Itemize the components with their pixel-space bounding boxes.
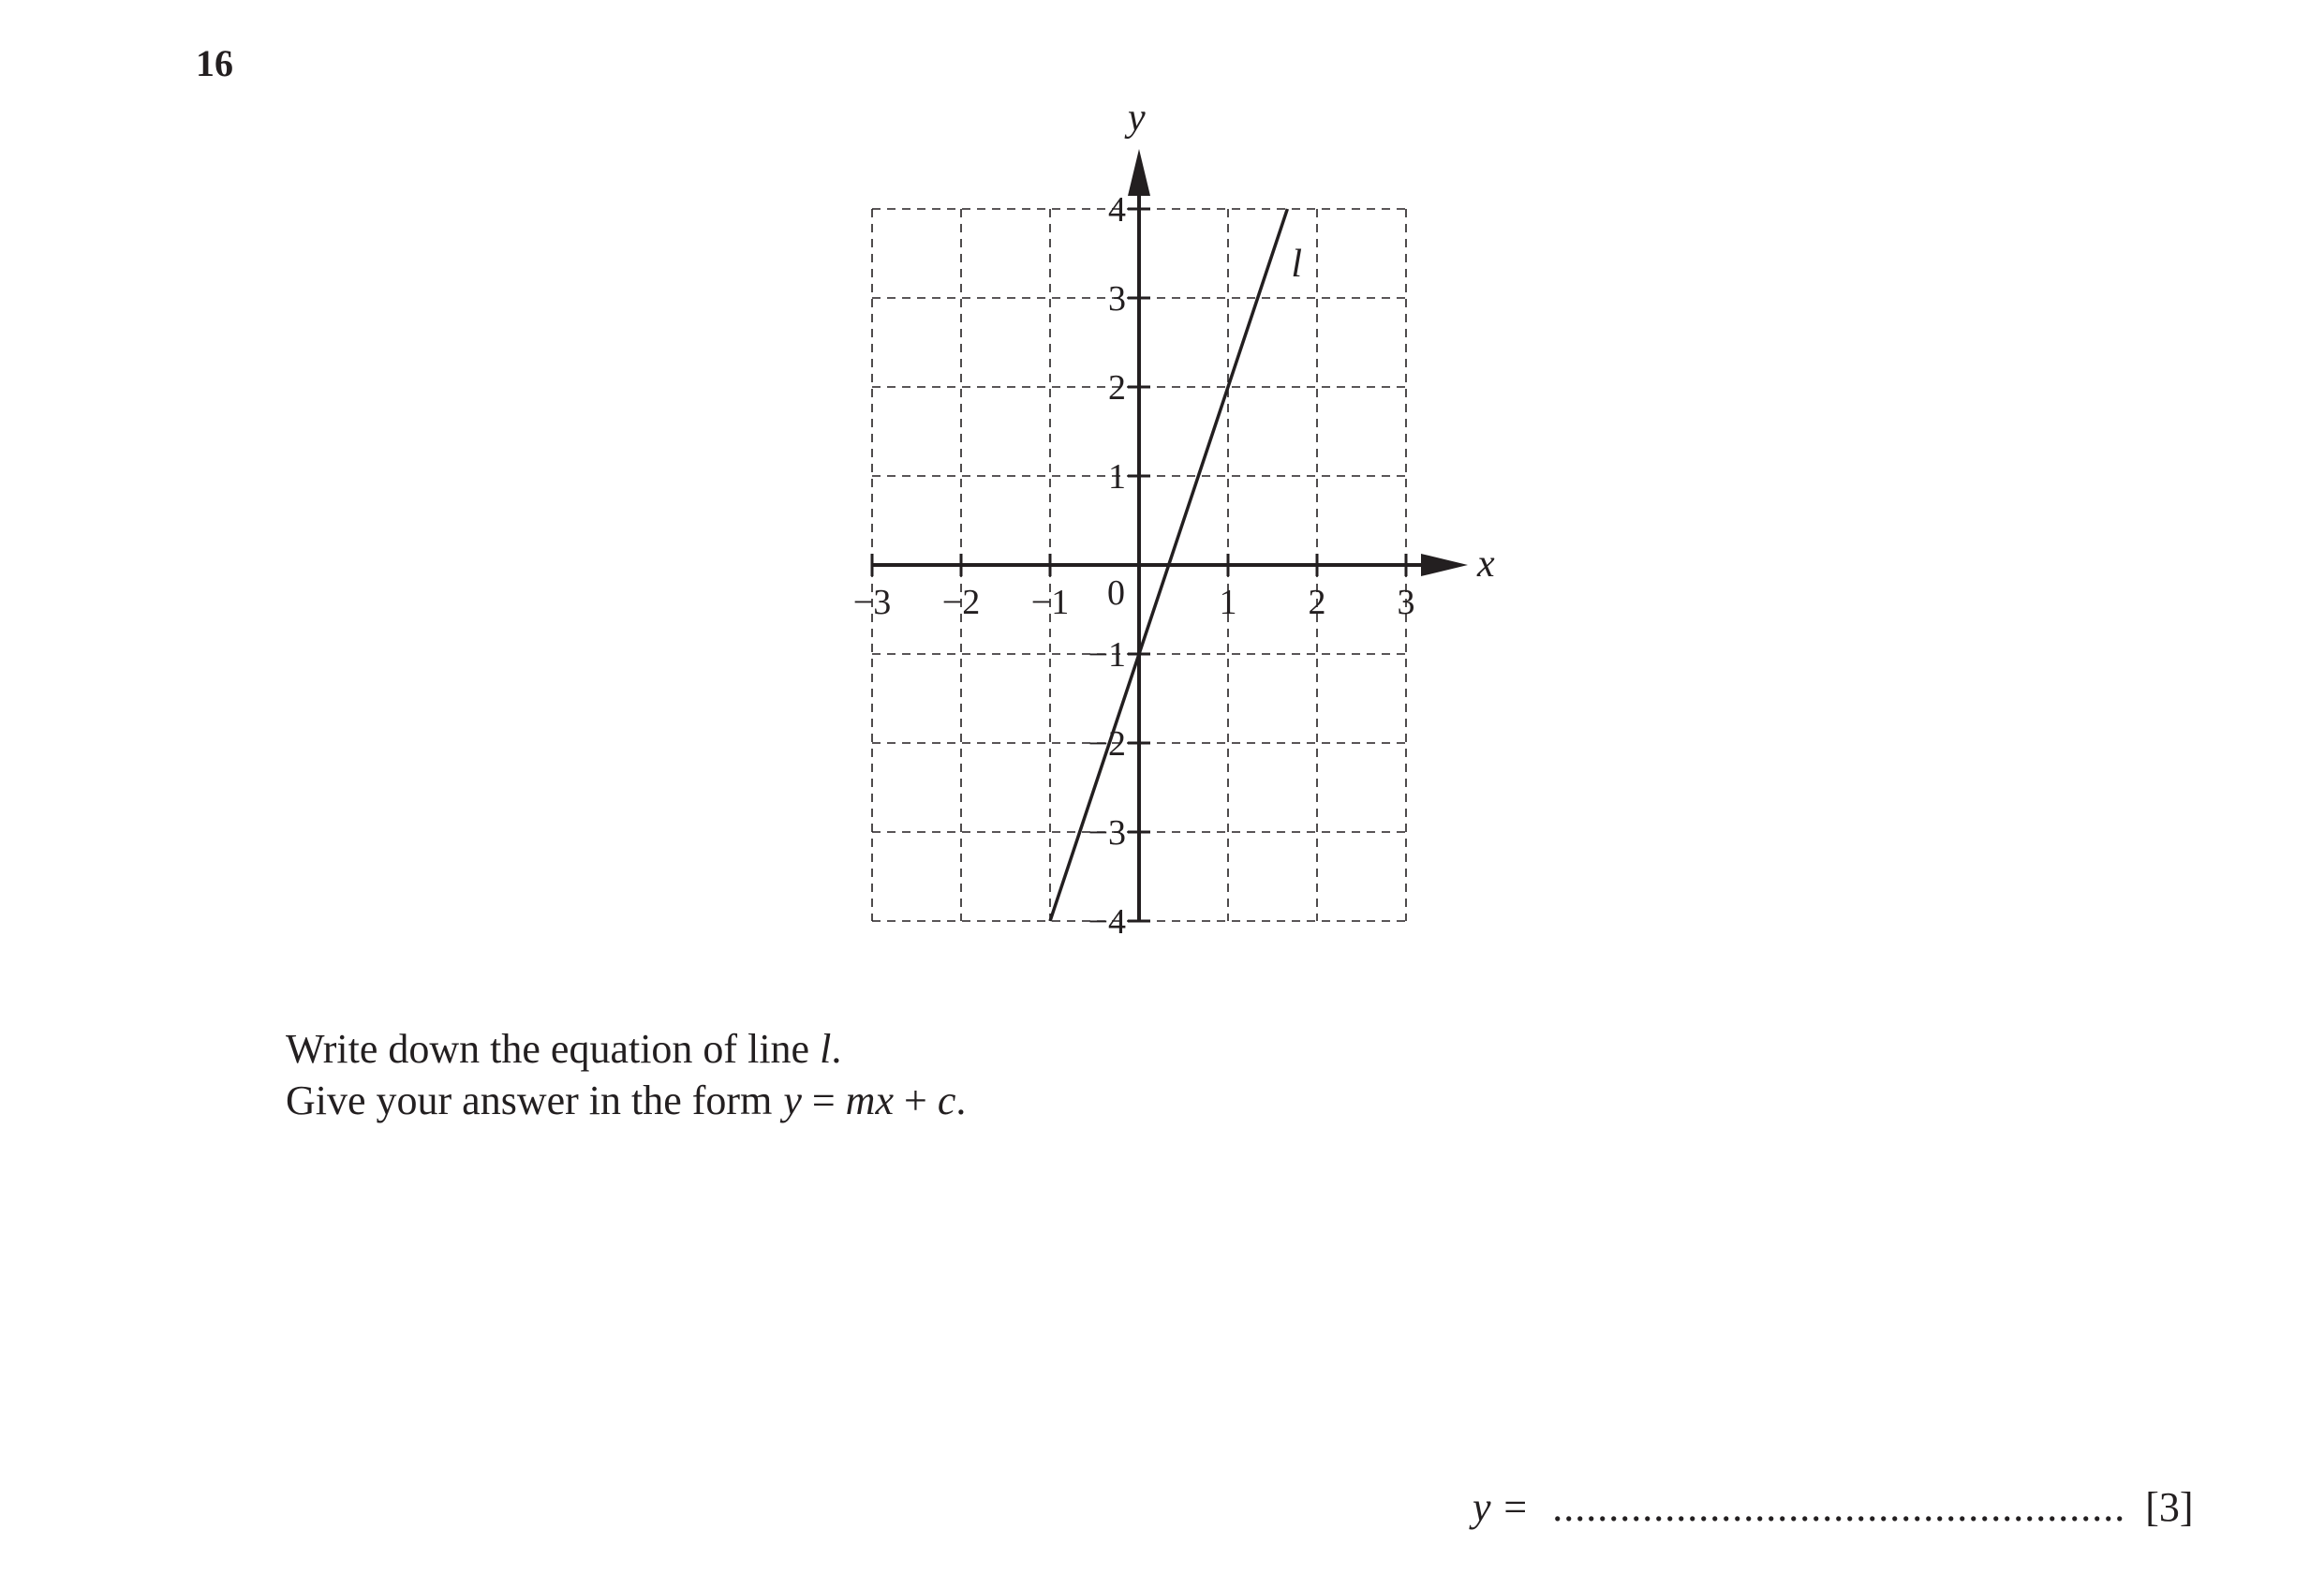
y-tick-label: 1: [1108, 457, 1126, 497]
origin-label: 0: [1107, 573, 1125, 613]
formula-plus: +: [893, 1077, 938, 1123]
formula-mx: mx: [845, 1077, 894, 1123]
axes: [872, 97, 1495, 921]
instruction-1-end: .: [831, 1026, 842, 1072]
y-tick-label: 4: [1108, 190, 1126, 230]
marks-badge: [3]: [2145, 1484, 2194, 1530]
y-tick-label: 3: [1108, 279, 1126, 319]
y-tick-label: −2: [1088, 724, 1126, 764]
instruction-1-text: Write down the equation of line: [286, 1026, 821, 1072]
formula-y: y: [783, 1077, 802, 1123]
formula-period: .: [955, 1077, 967, 1123]
instruction-2-text: Give your answer in the form: [286, 1077, 773, 1123]
question-text: [286, 1023, 966, 1126]
x-axis-label: x: [1477, 542, 1495, 586]
y-axis-label: y: [1128, 97, 1146, 140]
formula-equals: =: [801, 1077, 846, 1123]
form-formula: [783, 1077, 966, 1123]
formula-c: c: [937, 1077, 956, 1123]
x-tick-label: 2: [1308, 583, 1326, 622]
y-tick-label: −1: [1088, 635, 1126, 675]
x-tick-label: −3: [852, 583, 892, 622]
x-tick-label: −1: [1030, 583, 1070, 622]
y-tick-label: 2: [1108, 368, 1126, 408]
answer-field[interactable]: ...................................................: [1552, 1484, 2126, 1530]
answer-line: [1473, 1484, 2194, 1530]
y-tick-label: −4: [1088, 902, 1126, 942]
line-l-label: l: [1291, 243, 1303, 286]
x-axis-arrowhead: [1421, 554, 1468, 576]
x-tick-label: 3: [1397, 583, 1415, 622]
x-tick-label: −2: [941, 583, 981, 622]
y-axis-arrowhead: [1128, 149, 1150, 196]
y-tick-label: −3: [1088, 813, 1126, 853]
x-tick-label: 1: [1219, 583, 1237, 622]
answer-label: y =: [1473, 1484, 1530, 1530]
question-number: 16: [196, 42, 233, 84]
instruction-line-2: [286, 1075, 966, 1126]
line-variable: l: [820, 1026, 832, 1072]
instruction-line-1: [286, 1023, 966, 1075]
